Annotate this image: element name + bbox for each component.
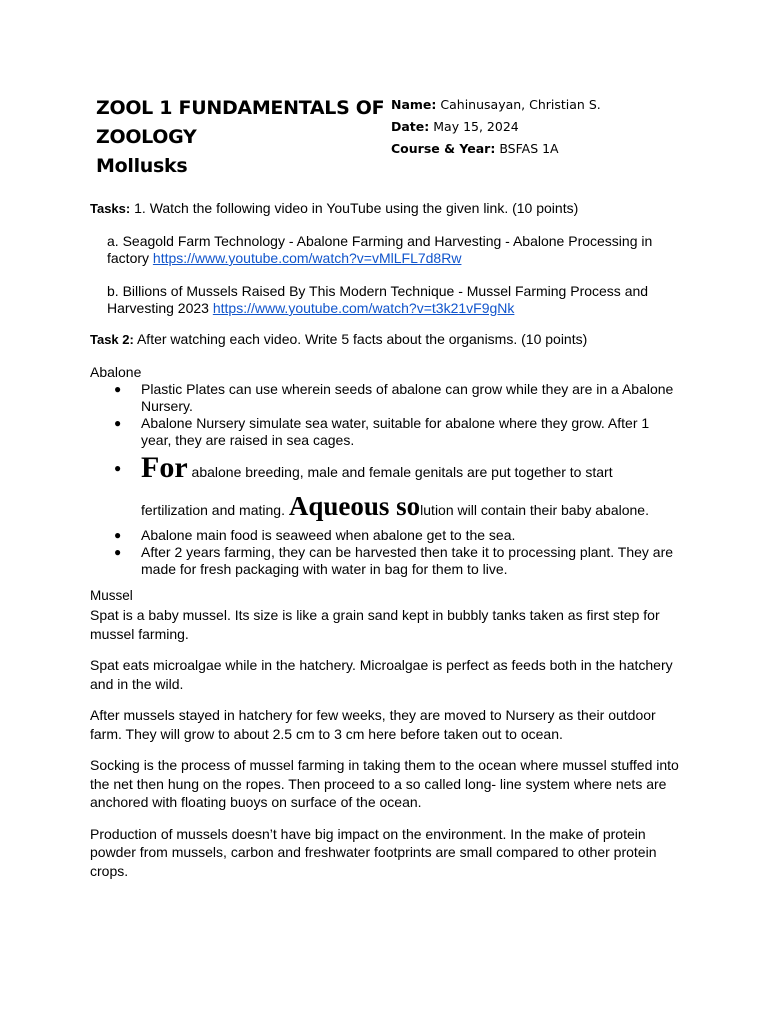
task2-label: Task 2: [90, 332, 134, 347]
course-row [391, 138, 601, 160]
abalone-section [90, 364, 690, 578]
title-line-1: ZOOL 1 FUNDAMENTALS OF [96, 97, 385, 119]
mussel-paragraph-5: Production of mussels doesn’t have big impact on the environment. In the make of protein powder from mussels, carbon and freshwater footprints are small compared to other protein crops. [90, 825, 657, 879]
mussel-paragraph-1: Spat is a baby mussel. Its size is like a grain sand kept in bubbly tanks taken as first step for mussel farming. [90, 607, 660, 642]
abalone-fact-3 [90, 451, 681, 527]
date-row [391, 116, 601, 138]
course-value: BSFAS 1A [499, 141, 559, 156]
task-item-b-link[interactable]: https://www.youtube.com/watch?v=t3k21vF9gNk [212, 300, 515, 316]
mussel-heading: Mussel [90, 588, 133, 603]
tasks-label: Tasks: [90, 201, 131, 216]
date-label: Date: [391, 119, 430, 134]
course-label: Course & Year: [391, 141, 496, 156]
task2-line [90, 331, 690, 348]
name-label: Name: [391, 97, 437, 112]
task-item-a [107, 233, 667, 267]
abalone-fact-5: ● After 2 years farming, they can be harvested then take it to processing plant. They are made for fresh packaging with water in bag for them to live. [90, 544, 681, 578]
abalone-facts-list [90, 381, 690, 578]
abalone-heading: Abalone [90, 364, 142, 380]
name-value: Cahinusayan, Christian S. [440, 97, 601, 112]
abalone-fact-2: ● Abalone Nursery simulate sea water, suitable for abalone where they grow. After 1 year, they are raised in sea cages. [90, 415, 681, 449]
date-value: May 15, 2024 [433, 119, 519, 134]
abalone-fact-4: ● Abalone main food is seaweed when abalone get to the sea. [90, 527, 681, 544]
mussel-paragraph-4: Socking is the process of mussel farming in taking them to the ocean where mussel stuffed into the net then hung on the ropes. Then proceed to a so called long- line system where nets are anchored with floating buoys on surface of the ocean. [90, 757, 679, 810]
tasks-line [90, 200, 690, 217]
task-item-a-link[interactable]: https://www.youtube.com/watch?v=vMlLFL7d8Rw [152, 250, 462, 266]
abalone-fact-3-big-phrase: Aqueous so [288, 491, 421, 521]
task-item-b-text: b. Billions of Mussels Raised By This Modern Technique - Mussel Farming Process and Harvesting 2023 [107, 283, 649, 316]
document-title [96, 94, 386, 181]
title-line-2: ZOOLOGY [96, 126, 197, 148]
mussel-section [90, 587, 690, 880]
abalone-fact-3-end: lution will contain their baby abalone. [420, 502, 649, 518]
abalone-fact-1: ● Plastic Plates can use wherein seeds of abalone can grow while they are in a Abalone Nursery. [90, 381, 681, 415]
task2-text: After watching each video. Write 5 facts about the organisms. (10 points) [133, 331, 588, 347]
task-item-a-text: a. Seagold Farm Technology - Abalone Farming and Harvesting - Abalone Processing in factory [107, 233, 653, 266]
title-line-3: Mollusks [96, 155, 188, 177]
mussel-paragraph-3: After mussels stayed in hatchery for few weeks, they are moved to Nursery as their outdoor farm. They will grow to about 2.5 cm to 3 cm here before taken out to ocean. [90, 707, 656, 742]
student-info [391, 94, 601, 160]
task-item-b [107, 283, 667, 317]
abalone-fact-3-text: abalone breeding, male and female genitals are put together to start fertilization and mating. [141, 464, 613, 518]
mussel-paragraph-2: Spat eats microalgae while in the hatchery. Microalgae is perfect as feeds both in the hatchery and in the wild. [90, 657, 673, 692]
abalone-fact-3-big-word: For [141, 451, 188, 484]
tasks-text: 1. Watch the following video in YouTube using the given link. (10 points) [130, 200, 579, 216]
name-row [391, 94, 601, 116]
